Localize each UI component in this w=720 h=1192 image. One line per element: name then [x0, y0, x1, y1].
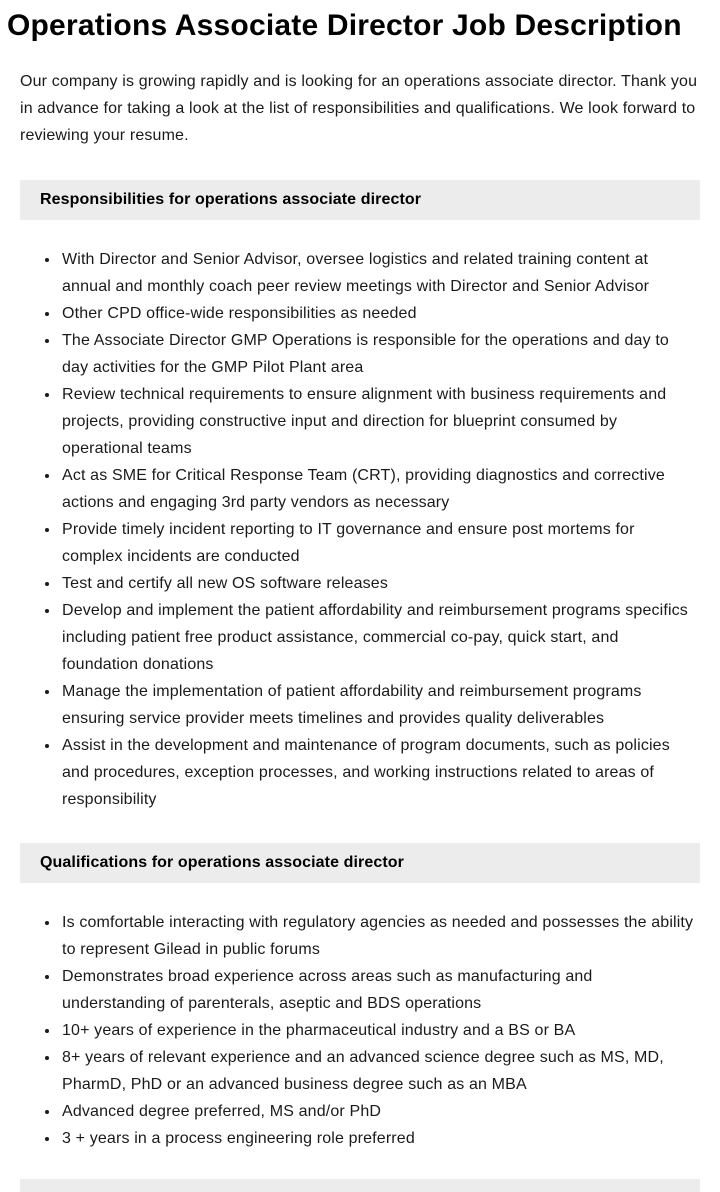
list-item: • Test and certify all new OS software releases: [60, 570, 698, 597]
list-item: • 8+ years of relevant experience and an advanced science degree such as MS, MD, PharmD, PhD or an advanced business degree such as an MBA: [60, 1044, 698, 1098]
responsibilities-section-header: Responsibilities for operations associate director: [20, 180, 700, 220]
list-item: • Is comfortable interacting with regulatory agencies as needed and possesses the ability to represent Gilead in public forums: [60, 909, 698, 963]
qualifications-list: [20, 909, 698, 1152]
list-item: • Manage the implementation of patient affordability and reimbursement programs ensuring service provider meets timelines and provides quality deliverables: [60, 678, 698, 732]
list-item: • 10+ years of experience in the pharmaceutical industry and a BS or BA: [60, 1017, 698, 1044]
list-item: • Advanced degree preferred, MS and/or PhD: [60, 1098, 698, 1125]
list-item: • 3 + years in a process engineering role preferred: [60, 1125, 698, 1152]
list-item: • The Associate Director GMP Operations is responsible for the operations and day to day activities for the GMP Pilot Plant area: [60, 327, 698, 381]
list-item: • Assist in the development and maintenance of program documents, such as policies and procedures, exception processes, and working instructions related to areas of responsibility: [60, 732, 698, 813]
qualifications-section-header: Qualifications for operations associate director: [20, 843, 700, 883]
list-item: • Review technical requirements to ensure alignment with business requirements and projects, providing constructive input and direction for blueprint consumed by operational teams: [60, 381, 698, 462]
list-item: • With Director and Senior Advisor, oversee logistics and related training content at annual and monthly coach peer review meetings with Director and Senior Advisor: [60, 246, 698, 300]
list-item: • Demonstrates broad experience across areas such as manufacturing and understanding of parenterals, aseptic and BDS operations: [60, 963, 698, 1017]
responsibilities-section: [0, 180, 720, 814]
list-item: • Provide timely incident reporting to IT governance and ensure post mortems for complex incidents are conducted: [60, 516, 698, 570]
responsibilities-list: [20, 246, 698, 814]
list-item: • Develop and implement the patient affordability and reimbursement programs specifics including patient free product assistance, commercial co-pay, quick start, and foundation donations: [60, 597, 698, 678]
list-item: • Other CPD office-wide responsibilities as needed: [60, 300, 698, 327]
list-item: • Act as SME for Critical Response Team (CRT), providing diagnostics and corrective actions and engaging 3rd party vendors as necessary: [60, 462, 698, 516]
page-title: Operations Associate Director Job Description: [7, 9, 682, 42]
next-section-bar-clipped: [20, 1179, 700, 1192]
qualifications-section: [0, 843, 720, 1152]
intro-paragraph: Our company is growing rapidly and is looking for an operations associate director. Thank you in advance for taking a look at the list of responsibilities and qualifications. We look forward to reviewing your resume.: [20, 73, 698, 145]
